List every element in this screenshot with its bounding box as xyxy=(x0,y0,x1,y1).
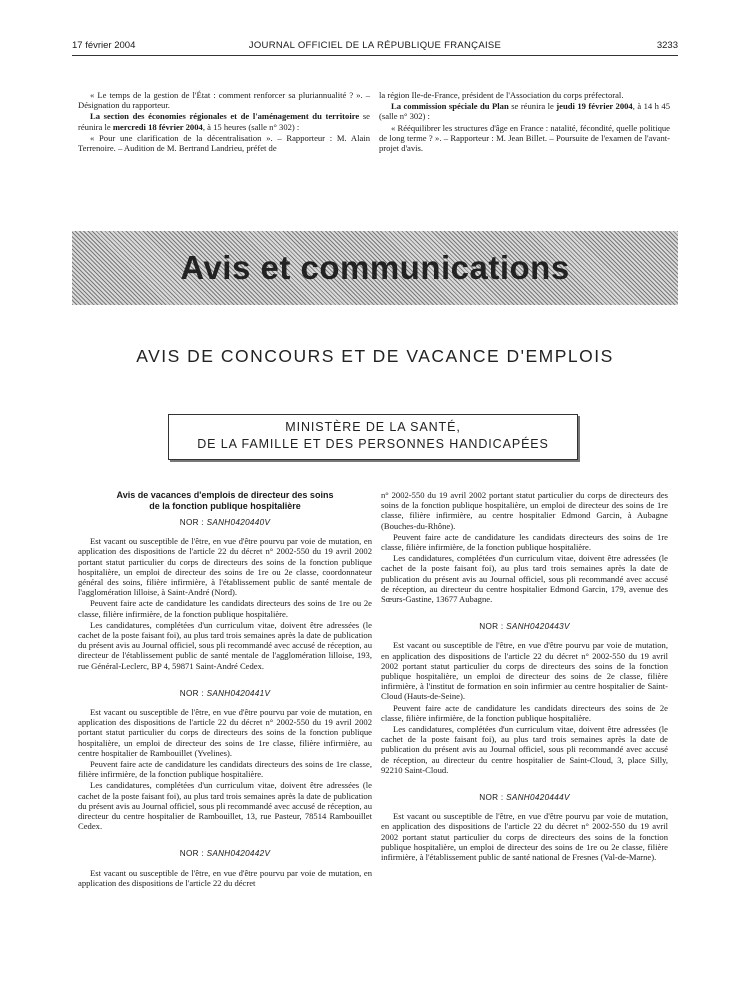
nor-reference xyxy=(381,622,668,632)
text-run: se réunira le xyxy=(508,101,557,112)
paragraph xyxy=(379,101,670,121)
spacer xyxy=(381,604,668,616)
paragraph: n° 2002-550 du 19 avril 2002 portant statut particulier du corps de directeurs des soins de la fonction publique hospitalière, un emploi de directeur des soins de 1re classe, filière infirmière, au centre hospitalier Edmond Garcin, à Aubagne (Bouches-du-Rhône). xyxy=(381,490,668,531)
bottom-right-column xyxy=(381,490,668,862)
top-right-column xyxy=(379,90,670,153)
journal-title: JOURNAL OFFICIEL DE LA RÉPUBLIQUE FRANÇAISE xyxy=(248,40,502,51)
nor-reference xyxy=(78,849,372,859)
nor-reference xyxy=(78,689,372,699)
spacer xyxy=(78,831,372,843)
text-run: se réunira le xyxy=(78,111,371,132)
article-title-line: Avis de vacances d'emplois de directeur des soins xyxy=(116,490,334,500)
nor-reference xyxy=(78,518,372,528)
article-title-line: de la fonction publique hospitalière xyxy=(149,501,301,511)
commission-name: La commission spéciale du Plan xyxy=(391,101,509,112)
text-run: , à 14 h 45 (salle n° 302) : xyxy=(379,101,670,122)
nor-label: NOR : xyxy=(479,622,507,632)
nor-code: SANH0420443V xyxy=(506,622,570,632)
nor-code: SANH0420441V xyxy=(206,688,271,698)
nor-code: SANH0420442V xyxy=(206,849,271,859)
paragraph: Les candidatures, complétées d'un curriculum vitae, doivent être adressées (le cachet de la poste faisant foi), au plus tard trois semaines après la date de publication du présent avis au Journal officiel, sous pli recommandé avec accusé de réception, au directeur du centre hospitalier de Saint-Cloud, 3, place Silly, 92210 Saint-Cloud. xyxy=(381,724,668,775)
meeting-date: jeudi 19 février 2004 xyxy=(556,101,633,112)
section-name: La section des économies régionales et de l'aménagement du territoire xyxy=(90,111,360,122)
paragraph: Les candidatures, complétées d'un curriculum vitae, doivent être adressées (le cachet de la poste faisant foi), au plus tard trois semaines après la date de publication du présent avis au Journal officiel, sous pli recommandé avec accusé de réception, au directeur du centre hospitalier de Rambouillet, 13, rue Pasteur, 78514 Rambouillet Cedex. xyxy=(78,780,372,832)
page-number: 3233 xyxy=(656,40,678,51)
ministry-line-1: MINISTÈRE DE LA SANTÉ, xyxy=(285,420,461,434)
spacer xyxy=(381,775,668,787)
text-run: , à 15 heures (salle n° 302) : xyxy=(202,121,300,132)
paragraph: Les candidatures, complétées d'un curriculum vitae, doivent être adressées (le cachet de la poste faisant foi), au plus tard trois semaines après la date de publication du présent avis au Journal officiel, sous pli recommandé avec accusé de réception, au directeur de l'établissement public de santé mentale de l'agglomération lilloise, 193, rue Général-Leclerc, BP 4, 59871 Saint-André Cedex. xyxy=(78,619,372,671)
paragraph: Est vacant ou susceptible de l'être, en vue d'être pourvu par voie de mutation, en application des dispositions de l'article 22 du décret n° 2002-550 du 19 avril 2002 portant statut particulier du corps de directeurs des soins de la fonction publique hospitalière, un emploi de directeur des soins de 2e classe, filière infirmière, à l'institut de formation en soin infirmier au centre hospitalier de Saint-Cloud (Hauts-de-Seine). xyxy=(381,640,668,702)
paragraph: Est vacant ou susceptible de l'être, en vue d'être pourvu par voie de mutation, en application des dispositions de l'article 22 du décret n° 2002-550 du 19 avril 2002 portant statut particulier du corps de directeurs des soins de la fonction publique hospitalière, un emploi de directeur des soins de 1re classe, filière infirmière, au centre hospitalier de Rambouillet (Yvelines). xyxy=(78,707,372,758)
paragraph: la région Ile-de-France, président de l'Association du corps préfectoral. xyxy=(379,90,624,100)
ministry-line-2: DE LA FAMILLE ET DES PERSONNES HANDICAPÉES xyxy=(197,437,549,451)
spacer xyxy=(78,671,372,683)
nor-label: NOR : xyxy=(479,793,507,803)
bottom-left-column xyxy=(78,490,372,888)
running-head xyxy=(72,40,678,54)
ministry-box xyxy=(168,414,578,460)
paragraph: « Rééquilibrer les structures d'âge en France : natalité, fécondité, quelle politique de long terme ? ». – Rapporteur : M. Jean Billet. – Poursuite de l'examen de l'avant-projet d'avis. xyxy=(379,122,670,154)
paragraph: « Le temps de la gestion de l'État : comment renforcer sa pluriannualité ? ». – Désignation du rapporteur. xyxy=(78,90,370,111)
meeting-date: mercredi 18 février 2004 xyxy=(112,121,203,132)
banner-title: Avis et communications xyxy=(180,249,570,286)
nor-reference xyxy=(381,793,668,803)
paragraph: Est vacant ou susceptible de l'être, en vue d'être pourvu par voie de mutation, en application des dispositions de l'article 22 du décret xyxy=(78,867,372,888)
paragraph: Peuvent faire acte de candidature les candidats directeurs des soins de 2e classe, filière infirmière, de la fonction publique hospitalière. xyxy=(381,702,668,723)
paragraph: Peuvent faire acte de candidature les candidats directeurs des soins de 1re ou 2e classe, filière infirmière, de la fonction publique hospitalière. xyxy=(78,598,372,619)
nor-code: SANH0420440V xyxy=(206,518,271,527)
section-banner xyxy=(72,231,678,305)
top-left-column xyxy=(78,90,370,153)
header-rule xyxy=(72,55,678,56)
paragraph xyxy=(78,111,370,131)
issue-date: 17 février 2004 xyxy=(72,40,136,51)
nor-label: NOR : xyxy=(179,518,207,527)
paragraph: Est vacant ou susceptible de l'être, en vue d'être pourvu par voie de mutation, en application des dispositions de l'article 22 du décret n° 2002-550 du 19 avril 2002 portant statut particulier du corps de directeurs des soins de la fonction publique hospitalière, un emploi de directeur des soins de 1re ou 2e classe, filière infirmière, à l'établissement public de santé national de Fresnes (Val-de-Marne). xyxy=(381,811,668,863)
paragraph: Peuvent faire acte de candidature les candidats directeurs des soins de 1re classe, filière infirmière, de la fonction publique hospitalière. xyxy=(78,759,372,780)
paragraph: Est vacant ou susceptible de l'être, en vue d'être pourvu par voie de mutation, en application des dispositions de l'article 22 du décret n° 2002-550 du 19 avril 2002 portant statut particulier du corps de directeurs des soins de la fonction publique hospitalière, un emploi de directeur des soins de 1re ou 2e classe, coordonnateur général des soins, filière infirmière, à l'établissement public de santé mentale de l'agglomération lilloise, à Saint-André (Nord). xyxy=(78,536,372,598)
nor-label: NOR : xyxy=(179,849,207,859)
nor-code: SANH0420444V xyxy=(506,793,570,803)
article-title xyxy=(78,490,372,512)
paragraph: « Pour une clarification de la décentralisation ». – Rapporteur : M. Alain Terrenoire. – Audition de M. Bertrand Landrieu, préfet de xyxy=(78,132,370,154)
section-title: AVIS DE CONCOURS ET DE VACANCE D'EMPLOIS xyxy=(136,346,614,366)
nor-label: NOR : xyxy=(179,688,207,698)
paragraph: Peuvent faire acte de candidature les candidats directeurs des soins de 1re classe, filière infirmière, de la fonction publique hospitalière. xyxy=(381,531,668,553)
paragraph: Les candidatures, complétées d'un curriculum vitae, doivent être adressées (le cachet de la poste faisant foi), au plus tard trois semaines après la date de publication du présent avis au Journal officiel, sous pli recommandé avec accusé de réception, au directeur du centre hospitalier Edmond Garcin, 179, avenue des Sœurs-Gastine, 13677 Aubagne. xyxy=(381,553,668,605)
